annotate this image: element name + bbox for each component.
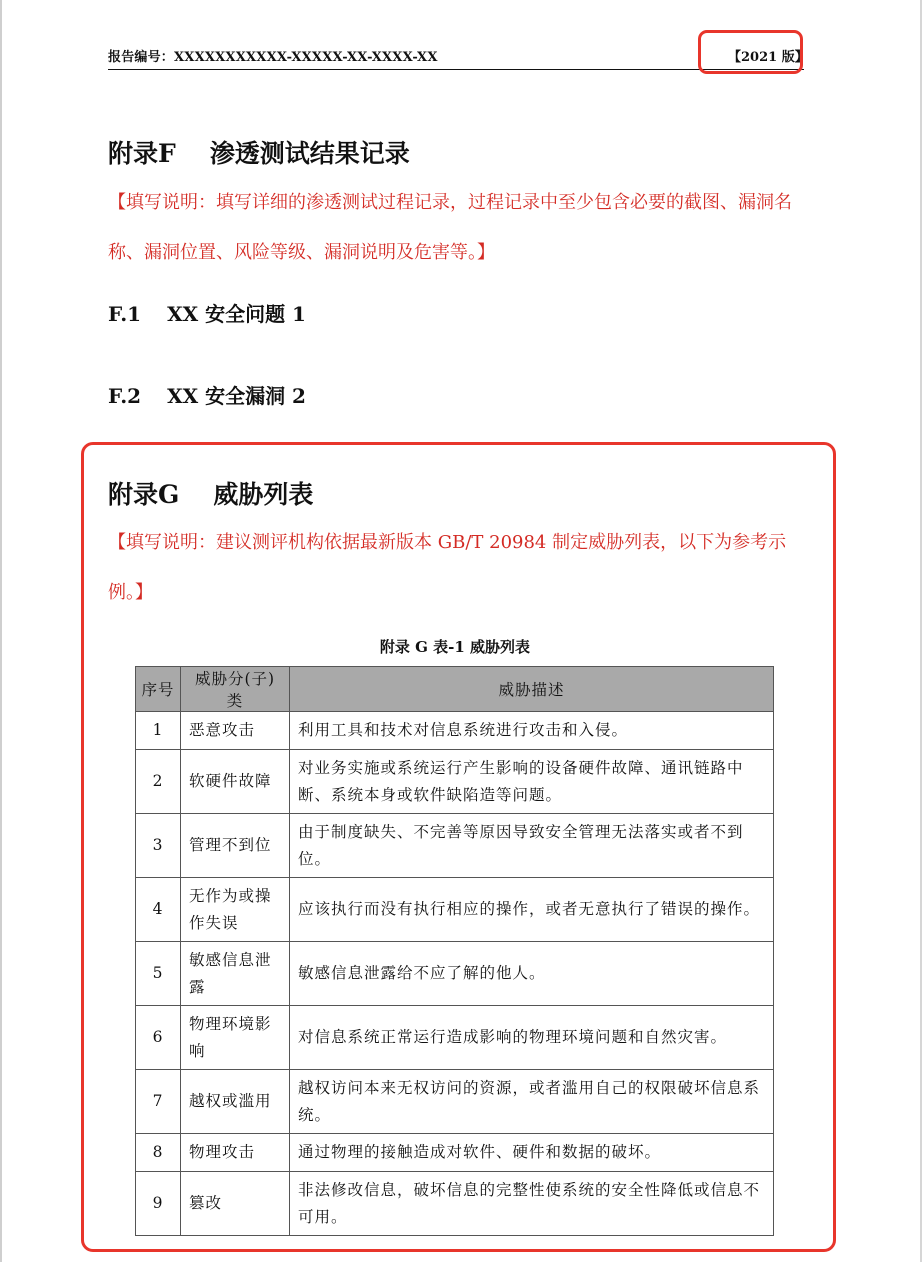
row-number: 2 <box>136 750 181 814</box>
table-row <box>136 1006 774 1070</box>
table-row <box>136 942 774 1006</box>
column-header: 威胁描述 <box>290 667 774 712</box>
threat-category: 恶意攻击 <box>181 712 290 750</box>
table-row <box>136 712 774 750</box>
appendix-g-note: 【填写说明：建议测评机构依据最新版本 GB/T 20984 制定威胁列表，以下为参考示例。】 <box>108 532 787 603</box>
threat-category: 无作为或操作失误 <box>181 878 290 942</box>
threat-category: 敏感信息泄露 <box>181 942 290 1006</box>
appendix-f-heading <box>108 134 410 170</box>
table-row <box>136 878 774 942</box>
threat-table <box>135 666 774 1236</box>
threat-category: 篡改 <box>181 1172 290 1236</box>
column-header: 序号 <box>136 667 181 712</box>
section-title: XX 安全漏洞 2 <box>167 384 306 408</box>
threat-description: 非法修改信息，破坏信息的完整性使系统的安全性降低或信息不可用。 <box>290 1172 774 1236</box>
report-number: 报告编号：XXXXXXXXXXX-XXXXX-XX-XXXX-XX <box>108 50 438 65</box>
threat-category: 物理攻击 <box>181 1134 290 1172</box>
section-title: XX 安全问题 1 <box>167 302 306 326</box>
row-number: 1 <box>136 712 181 750</box>
threat-description: 对信息系统正常运行造成影响的物理环境问题和自然灾害。 <box>290 1006 774 1070</box>
threat-description: 敏感信息泄露给不应了解的他人。 <box>290 942 774 1006</box>
page-edge <box>0 0 2 1262</box>
table-row <box>136 814 774 878</box>
threat-description: 对业务实施或系统运行产生影响的设备硬件故障、通讯链路中断、系统本身或软件缺陷造等问题。 <box>290 750 774 814</box>
threat-category: 物理环境影响 <box>181 1006 290 1070</box>
table-row <box>136 750 774 814</box>
table-row <box>136 1070 774 1134</box>
table-title: 附录 G 表-1 威胁列表 <box>379 638 531 656</box>
appendix-g-label: 附录G <box>108 480 180 509</box>
row-number: 6 <box>136 1006 181 1070</box>
table-row <box>136 1172 774 1236</box>
threat-description: 由于制度缺失、不完善等原因导致安全管理无法落实或者不到位。 <box>290 814 774 878</box>
appendix-f-title: 渗透测试结果记录 <box>209 139 410 168</box>
version-label: 【2021 版】 <box>728 50 808 65</box>
row-number: 9 <box>136 1172 181 1236</box>
column-header: 威胁分(子)类 <box>181 667 290 712</box>
threat-category: 管理不到位 <box>181 814 290 878</box>
threat-description: 越权访问本来无权访问的资源，或者滥用自己的权限破坏信息系统。 <box>290 1070 774 1134</box>
row-number: 5 <box>136 942 181 1006</box>
appendix-f-note: 【填写说明：填写详细的渗透测试过程记录，过程记录中至少包含必要的截图、漏洞名称、漏洞位置、风险等级、漏洞说明及危害等。】 <box>108 192 792 263</box>
row-number: 3 <box>136 814 181 878</box>
section-heading <box>108 380 306 409</box>
threat-description: 应该执行而没有执行相应的操作，或者无意执行了错误的操作。 <box>290 878 774 942</box>
threat-category: 越权或滥用 <box>181 1070 290 1134</box>
threat-description: 利用工具和技术对信息系统进行攻击和入侵。 <box>290 712 774 750</box>
row-number: 7 <box>136 1070 181 1134</box>
threat-category: 软硬件故障 <box>181 750 290 814</box>
table-header-row <box>136 667 774 712</box>
appendix-g-heading <box>108 475 313 511</box>
threat-description: 通过物理的接触造成对软件、硬件和数据的破坏。 <box>290 1134 774 1172</box>
section-heading <box>108 298 306 327</box>
appendix-f-label: 附录F <box>108 139 176 168</box>
appendix-g-title: 威胁列表 <box>213 480 314 509</box>
row-number: 8 <box>136 1134 181 1172</box>
table-row <box>136 1134 774 1172</box>
section-number: F.2 <box>108 384 142 408</box>
section-number: F.1 <box>108 302 142 326</box>
row-number: 4 <box>136 878 181 942</box>
